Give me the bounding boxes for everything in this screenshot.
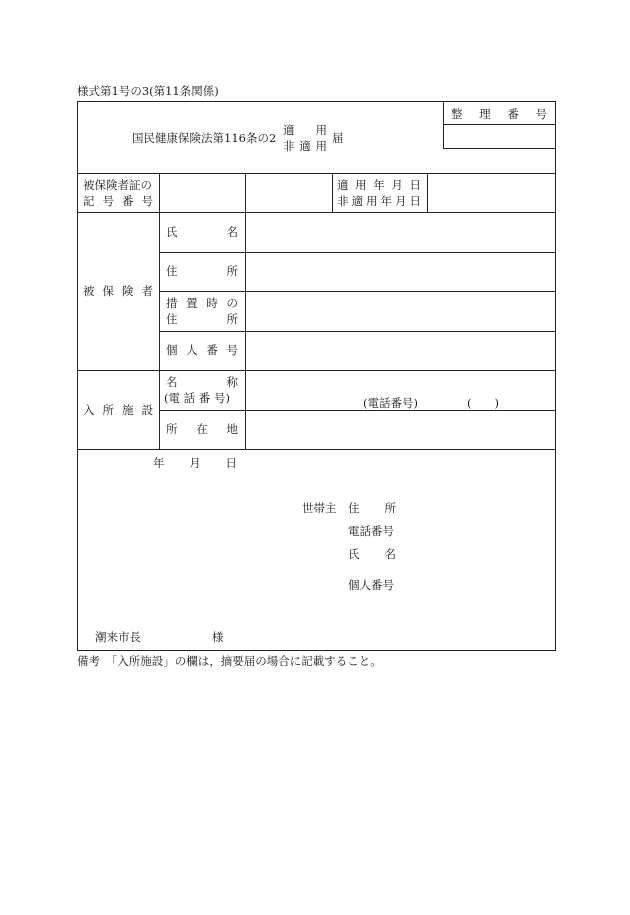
insurance-card-label: 被保険者証の [83, 178, 152, 192]
facility-name-field[interactable] [246, 371, 555, 410]
householder-phone-label: 電話番号 [348, 524, 394, 538]
apply-date-field[interactable] [428, 174, 555, 212]
insured-name-field[interactable] [246, 213, 555, 252]
addressee-honorific: 様 [212, 630, 224, 644]
submission-date: 年 月 日 [153, 456, 237, 470]
prev-address-label-2: 住 所 [166, 312, 238, 326]
apply-date-label: 適 用 年 月 日 [337, 178, 421, 192]
facility-phone-label: (電 話 番 号) [164, 391, 230, 405]
ref-no-field[interactable] [444, 125, 555, 148]
title-option-apply: 適 用 [283, 123, 327, 137]
form-title: 国民健康保険法第116条の2 [132, 131, 277, 145]
title-option-non-apply: 非 適 用 [283, 139, 327, 153]
insured-address-label: 住 所 [166, 264, 238, 278]
title-suffix: 届 [332, 131, 344, 145]
insurance-card-label-2: 記 号 番 号 [83, 194, 153, 208]
facility-location-field[interactable] [246, 411, 555, 449]
insured-section-label: 被 保 険 者 [83, 284, 153, 298]
facility-location-label: 所 在 地 [166, 422, 238, 436]
householder-label: 世帯主 [302, 501, 337, 515]
addressee-mayor: 潮来市長 [95, 630, 141, 644]
prev-address-field[interactable] [246, 292, 555, 331]
insured-personal-no-label: 個 人 番 号 [166, 343, 238, 357]
householder-address-label: 住 所 [348, 501, 396, 515]
facility-phone-hint: (電話番号) [363, 396, 418, 410]
insured-address-field[interactable] [246, 253, 555, 291]
facility-name-label: 名 称 [166, 375, 238, 389]
insurance-symbol-field[interactable] [160, 174, 245, 212]
ref-no-label: 整 理 番 号 [451, 107, 547, 121]
non-apply-date-label: 非 適 用 年 月 日 [337, 194, 421, 208]
insured-name-label: 氏 名 [166, 225, 238, 239]
facility-section-label: 入 所 施 設 [83, 403, 153, 417]
insured-personal-no-field[interactable] [246, 332, 555, 370]
householder-personal-no-label: 個人番号 [348, 578, 394, 592]
facility-phone-paren: ( ) [467, 396, 499, 410]
form-number: 様式第1号の3(第11条関係) [77, 84, 219, 98]
insurance-number-field[interactable] [246, 174, 332, 212]
remarks-note: 備考 「入所施設」の欄は，摘要届の場合に記載すること。 [77, 654, 382, 668]
householder-name-label: 氏 名 [348, 547, 396, 561]
prev-address-label: 措 置 時 の [166, 296, 238, 310]
